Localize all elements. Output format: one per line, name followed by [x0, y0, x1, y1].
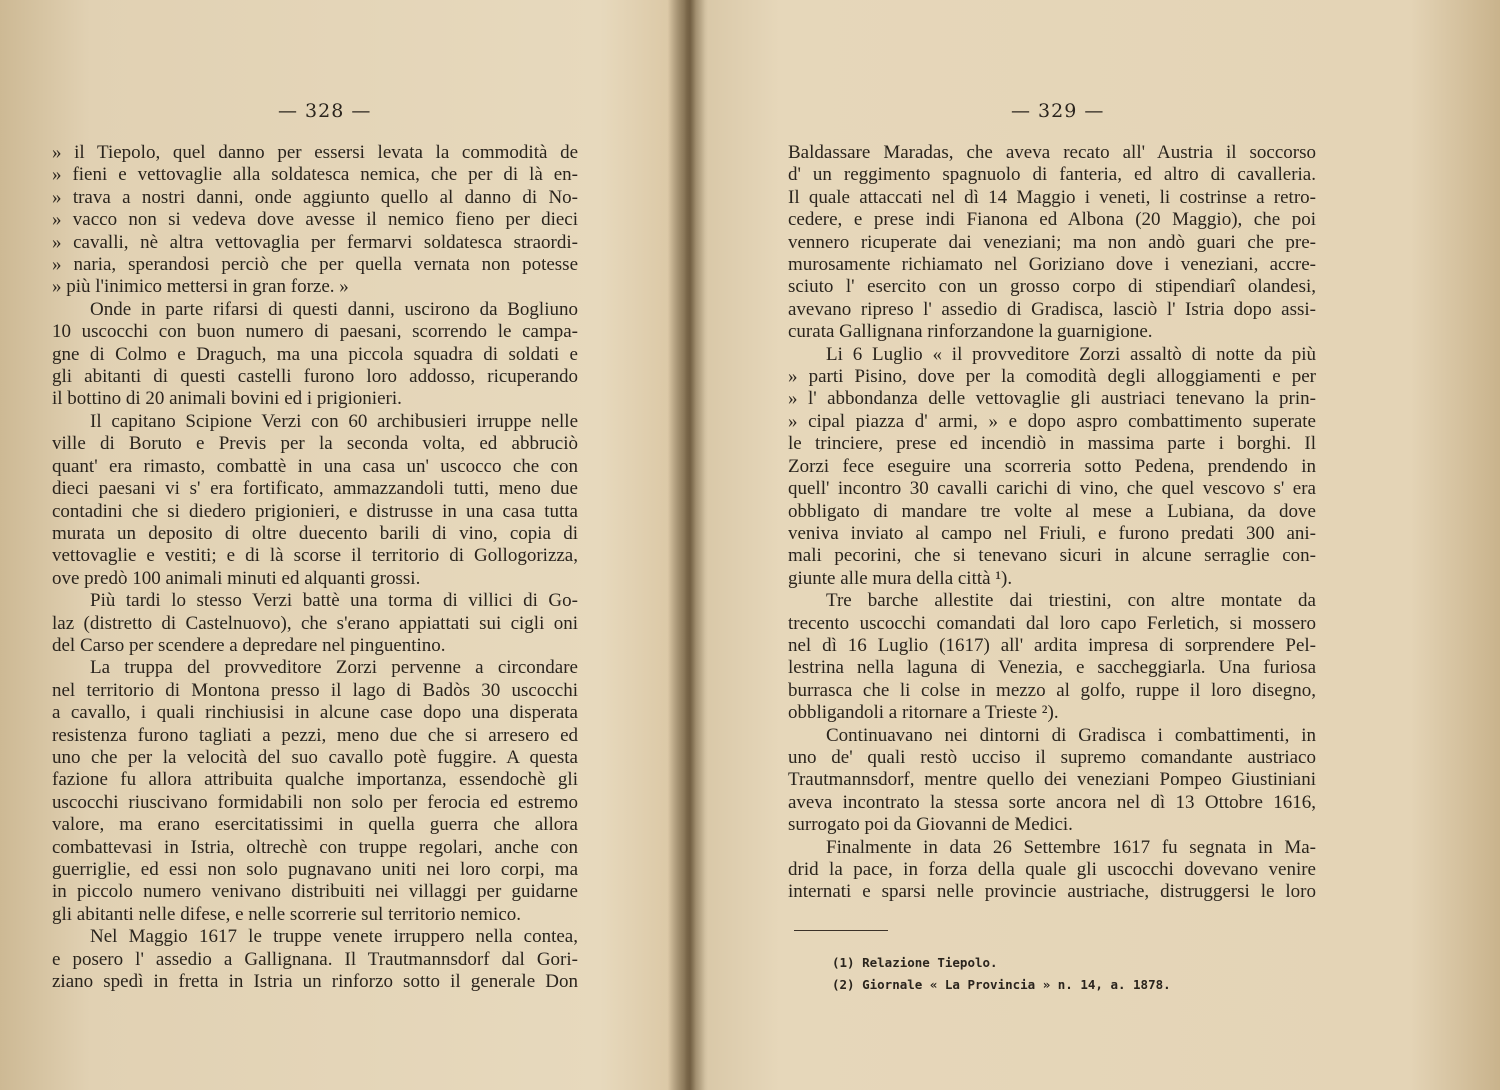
text-line: Finalmente in data 26 Settembre 1617 fu segnata in Ma- [826, 836, 1316, 858]
text-line: contadini che si diedero prigionieri, e distrusse in una casa tutta [52, 500, 578, 522]
text-line: Il quale attaccati nel dì 14 Maggio i veneti, li costrinse a retro- [788, 186, 1316, 208]
text-line: Continuavano nei dintorni di Gradisca i combattimenti, in [826, 724, 1316, 746]
footnote-rule [794, 930, 888, 931]
text-line: internati e sparsi nelle provincie austriache, distruggersi le loro [788, 881, 1316, 903]
text-line: » l' abbondanza delle vettovaglie gli austriaci tenevano la prin- [788, 388, 1316, 410]
text-line: fazione fu allora attribuita qualche importanza, essendochè gli [52, 769, 578, 791]
text-line: surrogato poi da Giovanni de Medici. [788, 814, 1073, 836]
text-line: lestrina nella laguna di Venezia, e saccheggiarla. Una furiosa [788, 657, 1316, 679]
text-line: Nel Maggio 1617 le truppe venete irruppero nella contea, [90, 926, 578, 948]
text-line: murata un deposito di oltre duecento barili di vino, copia di [52, 522, 578, 544]
text-line: uscocchi riuscivano formidabili non solo per ferocia ed estremo [52, 791, 578, 813]
right-page [700, 0, 1500, 1090]
text-line: trecento uscocchi comandati dal loro capo Ferletich, si mossero [788, 612, 1316, 634]
text-line: » trava a nostri danni, onde aggiunto quello al danno di No- [52, 186, 578, 208]
text-line: Onde in parte rifarsi di questi danni, uscirono da Bogliuno [90, 298, 578, 320]
text-line: gli abitanti nelle difese, e nelle scorrerie sul territorio nemico. [52, 903, 522, 925]
text-line: a cavallo, i quali rinchiusisi in alcune case dopo una disperata [52, 702, 578, 724]
page-number: — 328 — [278, 100, 372, 122]
text-line: Li 6 Luglio « il provveditore Zorzi assaltò di notte da più [826, 343, 1316, 365]
text-line: gne di Colmo e Draguch, ma una piccola squadra di soldati e [52, 343, 578, 365]
text-line: uno de' quali restò ucciso il supremo comandante austriaco [788, 746, 1316, 768]
text-line: mali pecorini, che si tenevano sicuri in alcune serraglie con- [788, 545, 1316, 567]
text-line: quant' era rimasto, combattè in una casa un' uscocco che con [52, 455, 578, 477]
text-line: vettovaglie e vestiti; e di là scorse il territorio di Gollogorizza, [52, 545, 578, 567]
text-line: » il Tiepolo, quel danno per essersi levata la commodità de [52, 142, 578, 163]
text-line: 10 uscocchi con buon numero di paesani, scorrendo le campa- [52, 321, 578, 343]
text-line: vennero ricuperate dai veneziani; ma non andò guari che pre- [788, 231, 1316, 253]
left-page [0, 0, 680, 1090]
text-line: drid la pace, in forza della quale gli uscocchi dovevano venire [788, 859, 1316, 880]
text-line: » più l'inimico mettersi in gran forze. » [52, 276, 349, 298]
text-line: nel dì 16 Luglio (1617) all' ardita impresa di sorprendere Pel- [788, 634, 1316, 656]
text-line: » naria, sperandosi perciò che per quella vernata non potesse [52, 254, 578, 276]
text-line: nel territorio di Montona presso il lago di Badòs 30 uscocchi [52, 679, 578, 701]
text-line: laz (distretto di Castelnuovo), che s'erano appiattati sui cigli oni [52, 612, 578, 634]
text-line: Il capitano Scipione Verzi con 60 archibusieri irruppe nelle [90, 410, 578, 432]
text-line: La truppa del provveditore Zorzi pervenne a circondare [90, 657, 578, 679]
text-line: dieci paesani vi s' era fortificato, ammazzandoli tutti, meno due [52, 478, 578, 500]
text-line: Tre barche allestite dai triestini, con altre montate da [826, 590, 1316, 612]
text-line: giunte alle mura della città ¹). [788, 567, 1013, 589]
text-line: in piccolo numero venivano distribuiti nei villaggi per guidarne [52, 881, 578, 903]
text-line: d' un reggimento spagnuolo di fanteria, ed altro di cavalleria. [788, 164, 1316, 186]
footnote: (2) Giornale « La Provincia » n. 14, a. 1878. [832, 977, 1171, 992]
text-line: ove predò 100 animali minuti ed alquanti grossi. [52, 567, 421, 589]
text-line: sciuto l' esercito con un grosso corpo di stipendiarî olandesi, [788, 276, 1316, 298]
footnote: (1) Relazione Tiepolo. [832, 955, 998, 970]
left-body-text [52, 142, 578, 993]
text-line: obbligato di mandare tre volte al mese a Lubiana, da dove [788, 500, 1316, 522]
text-line: Trautmannsdorf, mentre quello dei veneziani Pompeo Giustiniani [788, 769, 1316, 791]
text-line: avevano ripreso l' assedio di Gradisca, lasciò l' Istria dopo assi- [788, 298, 1316, 320]
text-line: » cavalli, nè altra vettovaglia per fermarvi soldatesca straordi- [52, 231, 578, 253]
page-number: — 329 — [1011, 100, 1105, 122]
text-line: burrasca che li colse in mezzo al golfo, ruppe il loro disegno, [788, 679, 1316, 701]
text-line: » fieni e vettovaglie alla soldatesca nemica, che per di là en- [52, 164, 578, 186]
text-line: combattevasi in Istria, oltrechè con truppe regolari, anche con [52, 836, 578, 858]
text-line: quell' incontro 30 cavalli carichi di vino, che quel vescovo s' era [788, 478, 1316, 500]
text-line: le trinciere, prese ed incendiò in massima parte i borghi. Il [788, 433, 1316, 455]
text-line: del Carso per scendere a depredare nel pinguentino. [52, 634, 446, 656]
text-line: il bottino di 20 animali bovini ed i prigionieri. [52, 388, 402, 410]
footnotes [832, 952, 1171, 996]
text-line: ville di Boruto e Previs per la seconda volta, ed abbruciò [52, 433, 578, 455]
text-line: guerriglie, ed essi non solo pugnavano uniti nei loro corpi, ma [52, 859, 578, 880]
text-line: veniva inviato al campo nel Friuli, e furono predati 300 ani- [788, 522, 1316, 544]
text-line: » vacco non si vedeva dove avesse il nemico fieno per dieci [52, 209, 578, 231]
text-line: curata Gallignana rinforzandone la guarnigione. [788, 321, 1153, 343]
text-line: Baldassare Maradas, che aveva recato all' Austria il soccorso [788, 142, 1316, 163]
text-line: uno che per la velocità del suo cavallo potè fuggire. A questa [52, 746, 578, 768]
text-line: Zorzi fece eseguire una scorreria sotto Pedena, prendendo in [788, 455, 1316, 477]
text-line: aveva incontrato la stessa sorte ancora nel dì 13 Ottobre 1616, [788, 791, 1316, 813]
text-line: resistenza furono tagliati a pezzi, meno due che si arresero ed [52, 724, 578, 746]
text-line: Più tardi lo stesso Verzi battè una torma di villici di Go- [90, 590, 578, 612]
text-line: valore, ma erano esercitatissimi in quella guerra che allora [52, 814, 578, 836]
text-line: gli abitanti di questi castelli furono loro addosso, ricuperando [52, 366, 578, 388]
text-line: cedere, e prese indi Fianona ed Albona (20 Maggio), che poi [788, 209, 1316, 231]
text-line: murosamente richiamato nel Goriziano dove i veneziani, accre- [788, 254, 1316, 276]
right-body-text [788, 142, 1316, 904]
text-line: obbligandoli a ritornare a Trieste ²). [788, 702, 1059, 724]
text-line: ziano spedì in fretta in Istria un rinforzo sotto il generale Don [52, 971, 578, 993]
text-line: » cipal piazza d' armi, » e dopo aspro combattimento superate [788, 410, 1316, 432]
text-line: e posero l' assedio a Gallignana. Il Trautmannsdorf dal Gori- [52, 948, 578, 970]
text-line: » parti Pisino, dove per la comodità degli alloggiamenti e per [788, 366, 1316, 388]
